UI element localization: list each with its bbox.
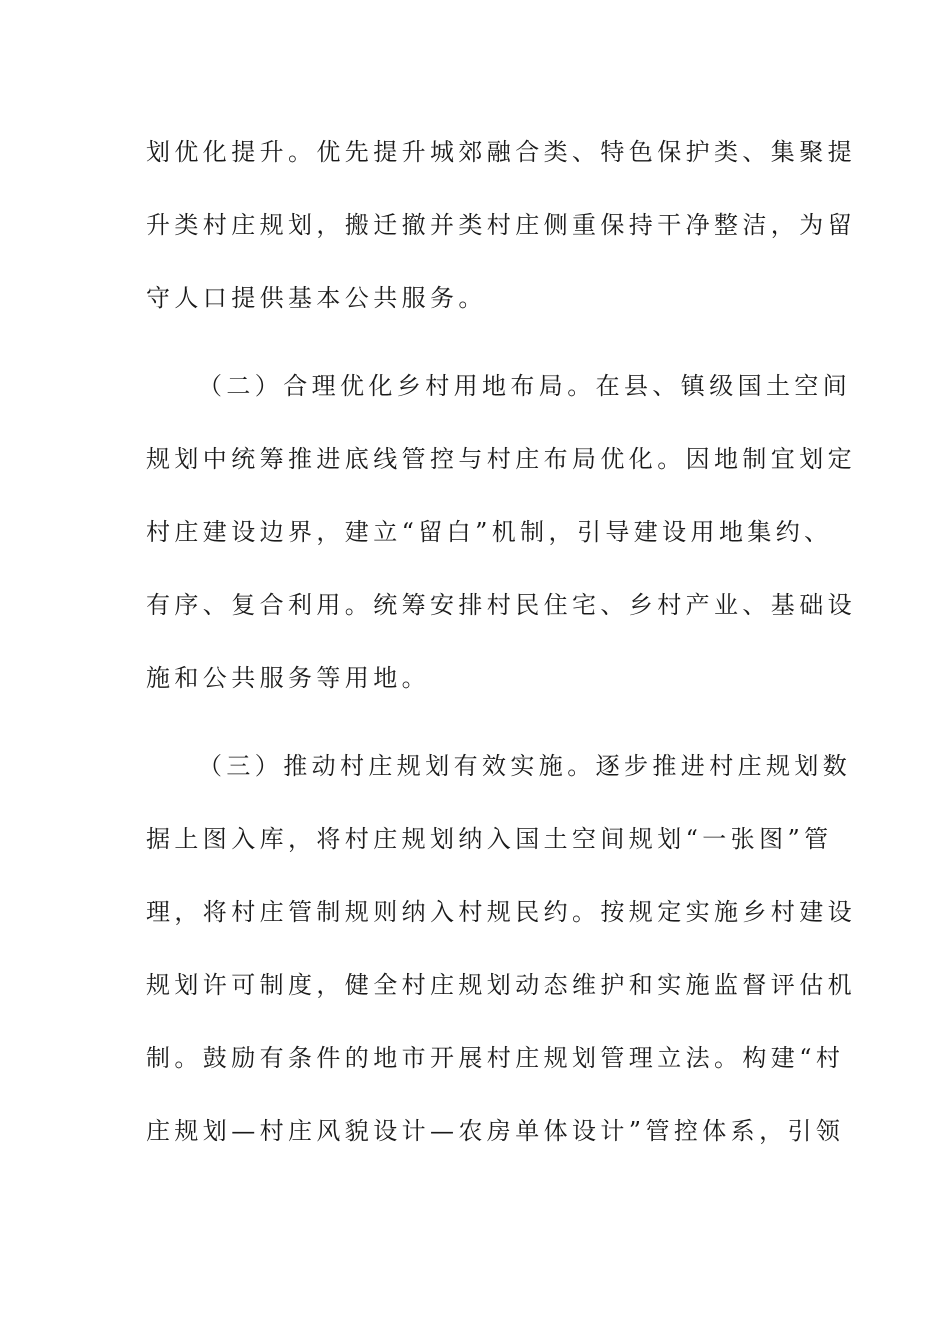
paragraph-2-line-4: 有序、复合利用。统筹安排村民住宅、乡村产业、基础设 <box>146 591 856 619</box>
paragraph-2-line-2: 规划中统筹推进底线管控与村庄布局优化。因地制宜划定 <box>146 445 856 473</box>
paragraph-1-line-3: 守人口提供基本公共服务。 <box>146 284 487 312</box>
paragraph-3-line-1: （三）推动村庄规划有效实施。逐步推进村庄规划数 <box>198 752 852 780</box>
paragraph-2-line-1: （二）合理优化乡村用地布局。在县、镇级国土空间 <box>198 372 852 400</box>
paragraph-3-line-2: 据上图入库，将村庄规划纳入国土空间规划“一张图”管 <box>146 825 833 853</box>
paragraph-1-line-1: 划优化提升。优先提升城郊融合类、特色保护类、集聚提 <box>146 138 856 166</box>
paragraph-3-line-5: 制。鼓励有条件的地市开展村庄规划管理立法。构建“村 <box>146 1044 845 1072</box>
paragraph-2-line-5: 施和公共服务等用地。 <box>146 664 430 692</box>
paragraph-1-line-2: 升类村庄规划，搬迁撤并类村庄侧重保持干净整洁，为留 <box>146 211 856 239</box>
paragraph-3-line-6: 庄规划—村庄风貌设计—农房单体设计”管控体系，引领 <box>146 1117 845 1145</box>
paragraph-3-line-4: 规划许可制度，健全村庄规划动态维护和实施监督评估机 <box>146 971 856 999</box>
paragraph-2-line-3: 村庄建设边界，建立“留白”机制，引导建设用地集约、 <box>146 518 833 546</box>
paragraph-3-line-3: 理，将村庄管制规则纳入村规民约。按规定实施乡村建设 <box>146 898 856 926</box>
